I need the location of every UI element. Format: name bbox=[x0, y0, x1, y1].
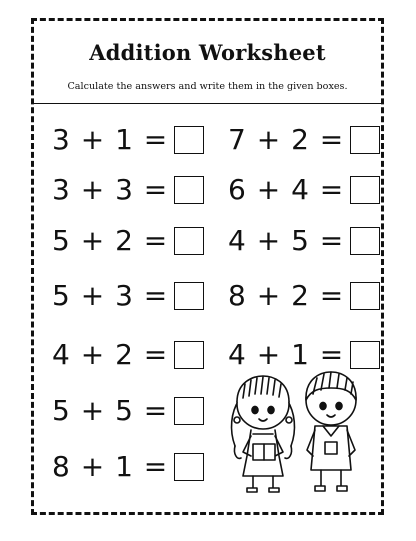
answer-box[interactable] bbox=[174, 341, 204, 369]
problem-left-1 bbox=[52, 122, 204, 158]
worksheet-title: Addition Worksheet bbox=[89, 40, 326, 65]
answer-box[interactable] bbox=[174, 453, 204, 481]
problem-expression: 3 + 1 = bbox=[52, 123, 169, 156]
problem-left-5 bbox=[52, 337, 204, 373]
problem-right-4 bbox=[228, 278, 380, 314]
problem-expression: 4 + 2 = bbox=[52, 338, 169, 371]
problem-expression: 6 + 4 = bbox=[228, 173, 345, 206]
problem-right-2 bbox=[228, 172, 380, 208]
problem-left-2 bbox=[52, 172, 204, 208]
answer-box[interactable] bbox=[174, 282, 204, 310]
problem-right-1 bbox=[228, 122, 380, 158]
children-reading-illustration-icon bbox=[213, 360, 373, 500]
answer-box[interactable] bbox=[174, 176, 204, 204]
problem-expression: 4 + 1 = bbox=[228, 338, 345, 371]
problem-expression: 4 + 5 = bbox=[228, 224, 345, 257]
problem-expression: 5 + 2 = bbox=[52, 224, 169, 257]
problem-expression: 5 + 3 = bbox=[52, 279, 169, 312]
problem-expression: 7 + 2 = bbox=[228, 123, 345, 156]
problem-right-3 bbox=[228, 223, 380, 259]
answer-box[interactable] bbox=[350, 282, 380, 310]
problem-left-4 bbox=[52, 278, 204, 314]
problem-left-3 bbox=[52, 223, 204, 259]
problem-left-7 bbox=[52, 449, 204, 485]
problem-expression: 3 + 3 = bbox=[52, 173, 169, 206]
answer-box[interactable] bbox=[350, 176, 380, 204]
answer-box[interactable] bbox=[350, 126, 380, 154]
answer-box[interactable] bbox=[174, 227, 204, 255]
problem-expression: 8 + 2 = bbox=[228, 279, 345, 312]
header-divider bbox=[34, 103, 381, 104]
problem-expression: 5 + 5 = bbox=[52, 394, 169, 427]
answer-box[interactable] bbox=[174, 397, 204, 425]
answer-box[interactable] bbox=[350, 227, 380, 255]
worksheet-instructions: Calculate the answers and write them in the given boxes. bbox=[67, 81, 348, 92]
problem-left-6 bbox=[52, 393, 204, 429]
problem-expression: 8 + 1 = bbox=[52, 450, 169, 483]
answer-box[interactable] bbox=[174, 126, 204, 154]
